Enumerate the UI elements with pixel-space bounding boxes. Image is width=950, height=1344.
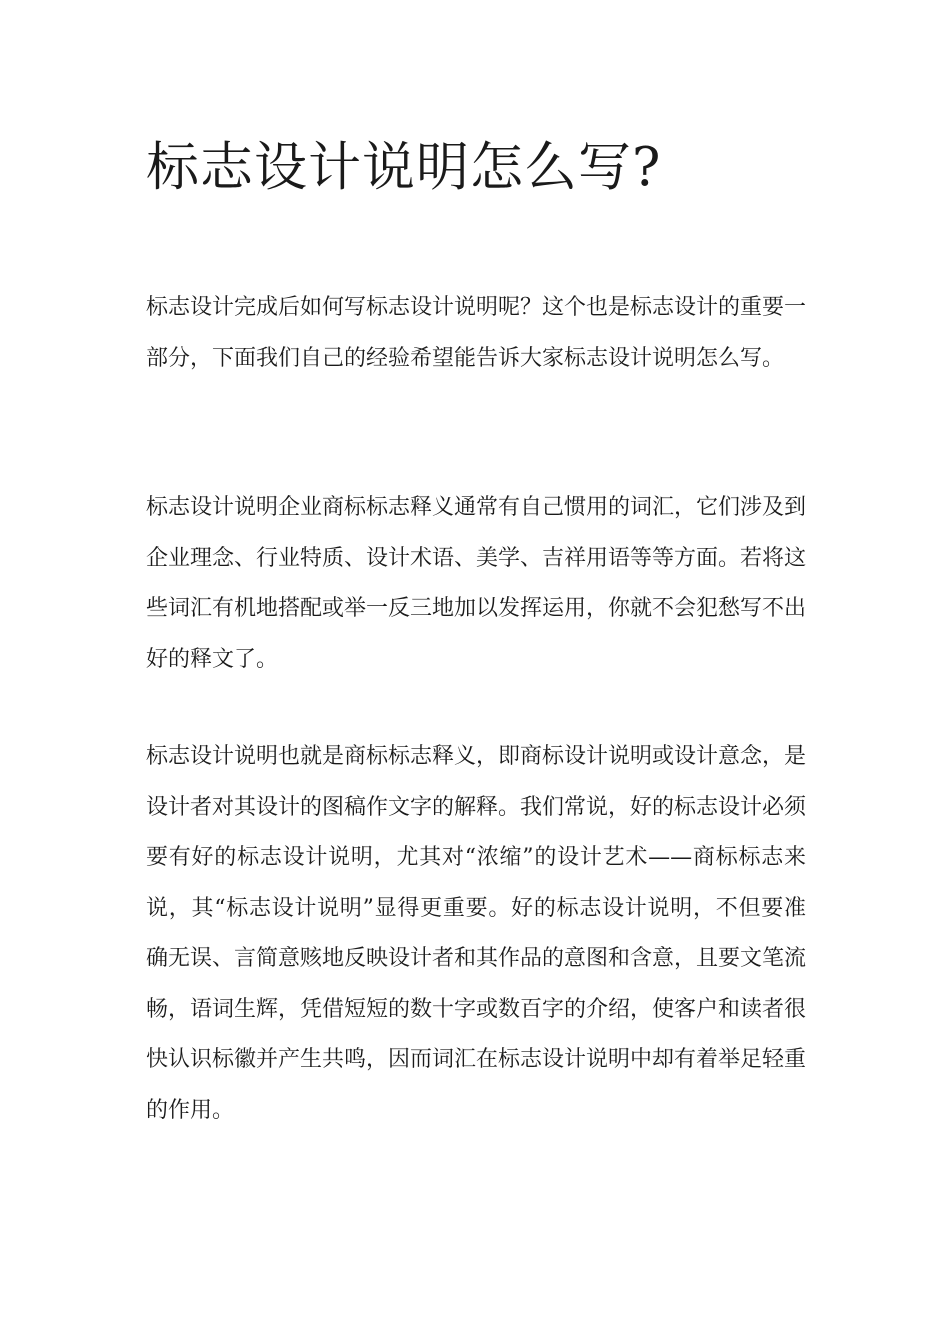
document-title: 标志设计说明怎么写?: [146, 137, 662, 198]
paragraph-definition: 标志设计说明也就是商标标志释义，即商标设计说明或设计意念，是设计者对其设计的图稿作文字的解释。我们常说，好的标志设计必须要有好的标志设计说明，尤其对“浓缩”的设计艺术——商标标志来说，其“标志设计说明”显得更重要。好的标志设计说明，不但要准确无误、言简意赅地反映设计者和其作品的意图和含意，且要文笔流畅，语词生辉，凭借短短的数十字或数百字的介绍，使客户和读者很快认识标徽并产生共鸣，因而词汇在标志设计说明中却有着举足轻重的作用。: [146, 744, 807, 1123]
paragraph-intro: 标志设计完成后如何写标志设计说明呢？这个也是标志设计的重要一部分，下面我们自己的经验希望能告诉大家标志设计说明怎么写。: [146, 295, 807, 371]
paragraph-vocabulary: 标志设计说明企业商标标志释义通常有自己惯用的词汇，它们涉及到企业理念、行业特质、设计术语、美学、吉祥用语等等方面。若将这些词汇有机地搭配或举一反三地加以发挥运用，你就不会犯愁写不出好的释文了。: [146, 495, 807, 672]
